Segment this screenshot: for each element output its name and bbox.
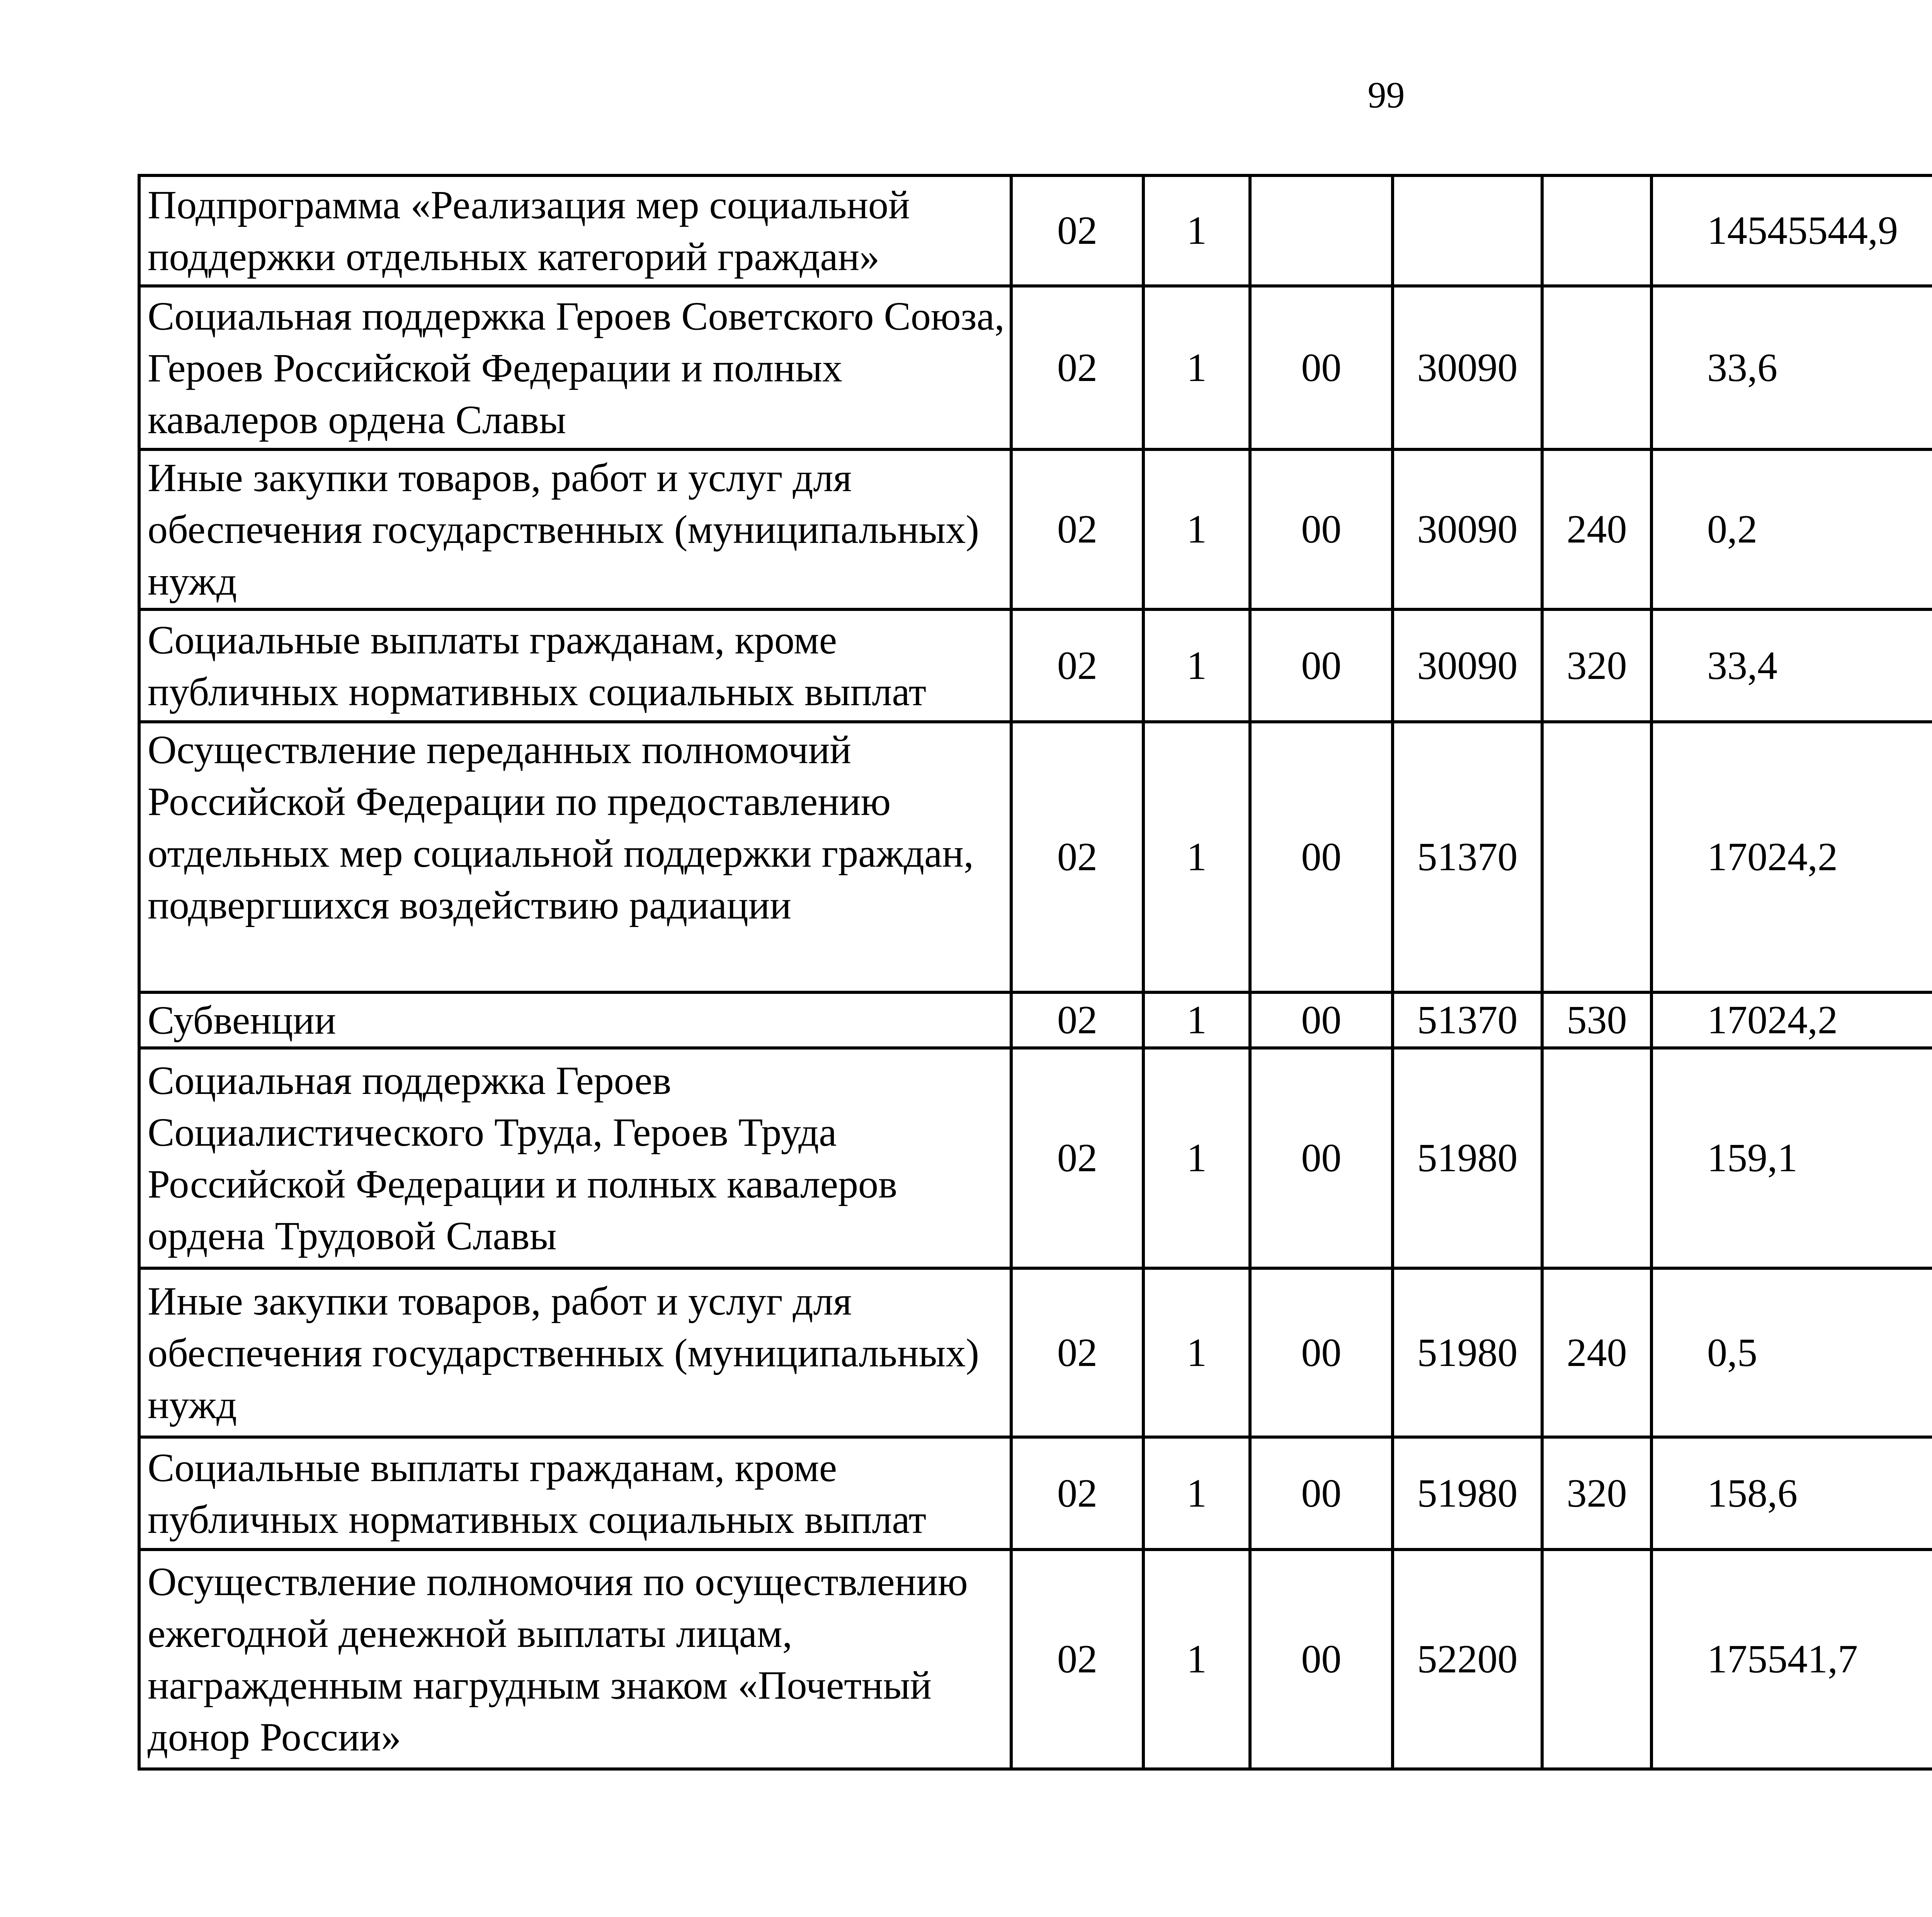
main-event-code: 00 — [1250, 1550, 1393, 1769]
section-code: 02 — [1011, 992, 1143, 1048]
row-name: Осуществление переданных полномочий Российской Федерации по предоставлению отдельных мер социальной поддержки граждан, подвергшихся воздействию радиации — [139, 722, 1011, 992]
amount-year-1: 14545544,9 — [1651, 175, 1932, 286]
expense-type-code — [1542, 1048, 1651, 1268]
expense-type-code: 320 — [1542, 609, 1651, 722]
subprogram-code: 1 — [1143, 175, 1250, 286]
amount-year-1: 17024,2 — [1651, 992, 1932, 1048]
subprogram-code: 1 — [1143, 722, 1250, 992]
direction-code: 51980 — [1393, 1048, 1542, 1268]
budget-table — [138, 174, 1932, 1771]
subprogram-code: 1 — [1143, 1268, 1250, 1437]
amount-year-1: 33,6 — [1651, 286, 1932, 449]
direction-code: 30090 — [1393, 609, 1542, 722]
amount-year-1: 33,4 — [1651, 609, 1932, 722]
table-row — [139, 722, 1932, 992]
main-event-code: 00 — [1250, 1048, 1393, 1268]
expense-type-code: 320 — [1542, 1437, 1651, 1550]
table-row — [139, 1268, 1932, 1437]
subprogram-code: 1 — [1143, 1048, 1250, 1268]
table-row — [139, 609, 1932, 722]
expense-type-code — [1542, 175, 1651, 286]
expense-type-code — [1542, 722, 1651, 992]
subprogram-code: 1 — [1143, 1550, 1250, 1769]
expense-type-code — [1542, 286, 1651, 449]
direction-code: 51370 — [1393, 722, 1542, 992]
row-name: Иные закупки товаров, работ и услуг для обеспечения государственных (муниципальных) нужд — [139, 449, 1011, 609]
expense-type-code — [1542, 1550, 1651, 1769]
subprogram-code: 1 — [1143, 286, 1250, 449]
table-row — [139, 1437, 1932, 1550]
section-code: 02 — [1011, 449, 1143, 609]
main-event-code: 00 — [1250, 286, 1393, 449]
amount-year-1: 17024,2 — [1651, 722, 1932, 992]
amount-year-1: 159,1 — [1651, 1048, 1932, 1268]
amount-year-1: 175541,7 — [1651, 1550, 1932, 1769]
section-code: 02 — [1011, 722, 1143, 992]
row-name: Иные закупки товаров, работ и услуг для обеспечения государственных (муниципальных) нужд — [139, 1268, 1011, 1437]
section-code: 02 — [1011, 175, 1143, 286]
row-name: Подпрограмма «Реализация мер социальной поддержки отдельных категорий граждан» — [139, 175, 1011, 286]
section-code: 02 — [1011, 1268, 1143, 1437]
page-number: 99 — [1367, 74, 1405, 116]
subprogram-code: 1 — [1143, 992, 1250, 1048]
direction-code: 51370 — [1393, 992, 1542, 1048]
direction-code — [1393, 175, 1542, 286]
section-code: 02 — [1011, 286, 1143, 449]
table-row — [139, 1550, 1932, 1769]
expense-type-code: 530 — [1542, 992, 1651, 1048]
main-event-code: 00 — [1250, 449, 1393, 609]
main-event-code: 00 — [1250, 1268, 1393, 1437]
main-event-code: 00 — [1250, 609, 1393, 722]
table-row — [139, 992, 1932, 1048]
direction-code: 51980 — [1393, 1437, 1542, 1550]
subprogram-code: 1 — [1143, 609, 1250, 722]
expense-type-code: 240 — [1542, 1268, 1651, 1437]
section-code: 02 — [1011, 609, 1143, 722]
table-row — [139, 175, 1932, 286]
section-code: 02 — [1011, 1048, 1143, 1268]
row-name: Осуществление полномочия по осуществлению ежегодной денежной выплаты лицам, награжденным нагрудным знаком «Почетный донор России» — [139, 1550, 1011, 1769]
section-code: 02 — [1011, 1437, 1143, 1550]
amount-year-1: 0,5 — [1651, 1268, 1932, 1437]
expense-type-code: 240 — [1542, 449, 1651, 609]
amount-year-1: 0,2 — [1651, 449, 1932, 609]
main-event-code — [1250, 175, 1393, 286]
direction-code: 51980 — [1393, 1268, 1542, 1437]
subprogram-code: 1 — [1143, 1437, 1250, 1550]
section-code: 02 — [1011, 1550, 1143, 1769]
main-event-code: 00 — [1250, 1437, 1393, 1550]
row-name: Социальная поддержка Героев Социалистического Труда, Героев Труда Российской Федерации и полных кавалеров ордена Трудовой Славы — [139, 1048, 1011, 1268]
row-name: Социальные выплаты гражданам, кроме публичных нормативных социальных выплат — [139, 609, 1011, 722]
main-event-code: 00 — [1250, 722, 1393, 992]
direction-code: 52200 — [1393, 1550, 1542, 1769]
main-event-code: 00 — [1250, 992, 1393, 1048]
amount-year-1: 158,6 — [1651, 1437, 1932, 1550]
table-row — [139, 286, 1932, 449]
row-name: Социальные выплаты гражданам, кроме публичных нормативных социальных выплат — [139, 1437, 1011, 1550]
table-row — [139, 1048, 1932, 1268]
subprogram-code: 1 — [1143, 449, 1250, 609]
row-name: Субвенции — [139, 992, 1011, 1048]
direction-code: 30090 — [1393, 286, 1542, 449]
table-row — [139, 449, 1932, 609]
direction-code: 30090 — [1393, 449, 1542, 609]
row-name: Социальная поддержка Героев Советского Союза, Героев Российской Федерации и полных кавалеров ордена Славы — [139, 286, 1011, 449]
